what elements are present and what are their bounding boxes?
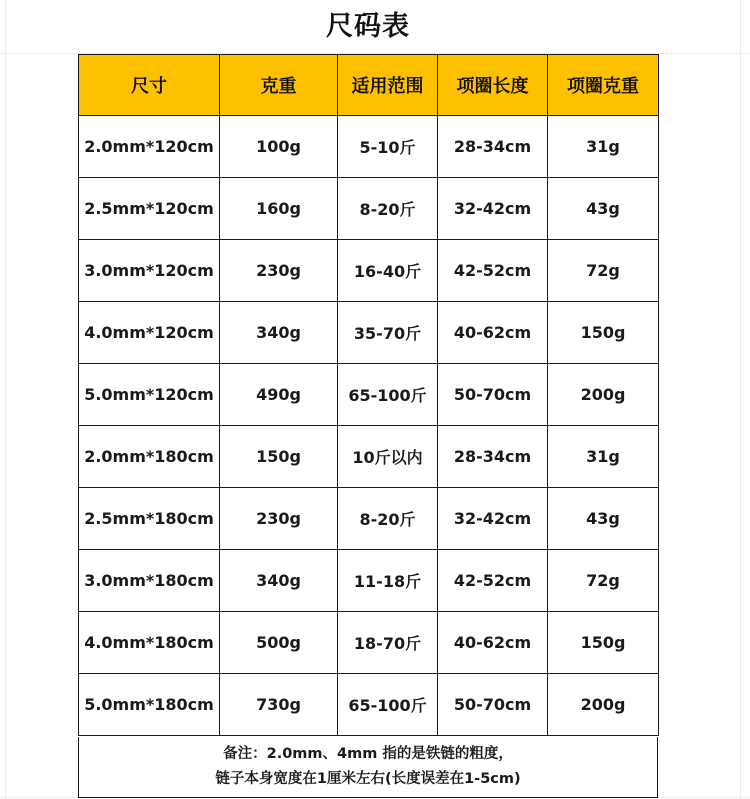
cell-collar-weight: 43g: [548, 488, 659, 550]
cell-size: 2.0mm*120cm: [79, 116, 220, 178]
cell-size: 5.0mm*120cm: [79, 364, 220, 426]
size-chart: [78, 0, 658, 799]
cell-weight: 230g: [220, 488, 338, 550]
cell-collar-length: 40-62cm: [438, 612, 548, 674]
cell-collar-length: 32-42cm: [438, 178, 548, 240]
table-row: [79, 550, 659, 612]
cell-collar-length: 50-70cm: [438, 674, 548, 736]
remark-line-1: 备注：2.0mm、4mm 指的是铁链的粗度，: [223, 746, 513, 762]
cell-collar-length: 28-34cm: [438, 426, 548, 488]
remark-line-2: 链子本身宽度在1厘米左右(长度误差在1-5cm): [215, 771, 521, 787]
cell-size: 2.5mm*120cm: [79, 178, 220, 240]
column-header-collar-length: 项圈长度: [438, 55, 548, 116]
column-header-size: 尺寸: [79, 55, 220, 116]
size-table: [78, 54, 659, 736]
cell-applicable-range: 65-100斤: [338, 674, 438, 736]
cell-applicable-range: 35-70斤: [338, 302, 438, 364]
remark-note: [78, 737, 658, 798]
cell-applicable-range: 5-10斤: [338, 116, 438, 178]
background-gridline: [740, 0, 741, 799]
column-header-applicable-range: 适用范围: [338, 55, 438, 116]
cell-collar-weight: 31g: [548, 426, 659, 488]
cell-applicable-range: 65-100斤: [338, 364, 438, 426]
cell-weight: 100g: [220, 116, 338, 178]
cell-weight: 150g: [220, 426, 338, 488]
cell-collar-weight: 72g: [548, 550, 659, 612]
cell-collar-length: 28-34cm: [438, 116, 548, 178]
table-row: [79, 488, 659, 550]
cell-weight: 340g: [220, 302, 338, 364]
cell-applicable-range: 8-20斤: [338, 488, 438, 550]
cell-size: 4.0mm*120cm: [79, 302, 220, 364]
cell-collar-length: 40-62cm: [438, 302, 548, 364]
cell-collar-weight: 200g: [548, 674, 659, 736]
table-row: [79, 674, 659, 736]
table-row: [79, 178, 659, 240]
cell-weight: 230g: [220, 240, 338, 302]
cell-collar-weight: 200g: [548, 364, 659, 426]
table-body: [79, 116, 659, 736]
column-header-weight: 克重: [220, 55, 338, 116]
cell-weight: 160g: [220, 178, 338, 240]
cell-applicable-range: 10斤以内: [338, 426, 438, 488]
cell-weight: 730g: [220, 674, 338, 736]
background-gridline: [5, 0, 6, 799]
cell-applicable-range: 16-40斤: [338, 240, 438, 302]
cell-weight: 500g: [220, 612, 338, 674]
cell-collar-weight: 31g: [548, 116, 659, 178]
cell-applicable-range: 11-18斤: [338, 550, 438, 612]
cell-collar-length: 42-52cm: [438, 240, 548, 302]
cell-collar-length: 42-52cm: [438, 550, 548, 612]
table-row: [79, 612, 659, 674]
cell-size: 4.0mm*180cm: [79, 612, 220, 674]
cell-collar-length: 50-70cm: [438, 364, 548, 426]
cell-size: 5.0mm*180cm: [79, 674, 220, 736]
table-row: [79, 364, 659, 426]
table-row: [79, 302, 659, 364]
cell-size: 2.5mm*180cm: [79, 488, 220, 550]
cell-size: 3.0mm*180cm: [79, 550, 220, 612]
page-title: 尺码表: [326, 11, 410, 42]
cell-applicable-range: 18-70斤: [338, 612, 438, 674]
cell-size: 3.0mm*120cm: [79, 240, 220, 302]
cell-weight: 340g: [220, 550, 338, 612]
cell-weight: 490g: [220, 364, 338, 426]
table-row: [79, 240, 659, 302]
cell-collar-weight: 72g: [548, 240, 659, 302]
table-header-row: [79, 55, 659, 116]
cell-collar-length: 32-42cm: [438, 488, 548, 550]
cell-collar-weight: 150g: [548, 612, 659, 674]
table-row: [79, 426, 659, 488]
cell-applicable-range: 8-20斤: [338, 178, 438, 240]
cell-collar-weight: 150g: [548, 302, 659, 364]
column-header-collar-weight: 项圈克重: [548, 55, 659, 116]
cell-size: 2.0mm*180cm: [79, 426, 220, 488]
cell-collar-weight: 43g: [548, 178, 659, 240]
table-row: [79, 116, 659, 178]
